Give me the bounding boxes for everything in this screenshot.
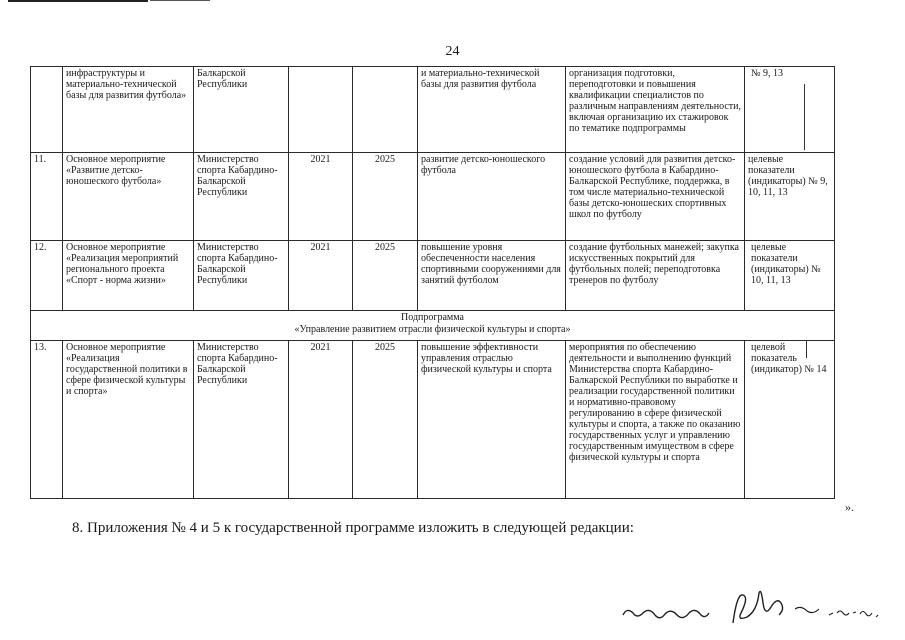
row-number: 11. <box>31 153 63 241</box>
table-row <box>31 241 835 311</box>
indicators: № 9, 13 <box>745 67 835 153</box>
table-row <box>31 153 835 241</box>
scan-mark <box>806 340 807 358</box>
indicators: целевой показатель (индикатор) № 14 <box>745 341 835 499</box>
scan-edge-line <box>150 0 210 1</box>
year-end <box>353 67 418 153</box>
year-start <box>289 67 353 153</box>
subprogram-title: «Управление развитием отрасли физической культуры и спорта» <box>294 324 571 335</box>
activity-name: Основное мероприятие «Развитие детско-юношеского футбола» <box>63 153 194 241</box>
year-end: 2025 <box>353 241 418 311</box>
activity-description: мероприятия по обеспечению деятельности и выполнению функций Министерства спорта Кабардино-Балкарской Республики по выработке и реализации государственной политики и нормативно-правовому регулированию в сфере физической культуры и спорта, а также по оказанию государственных услуг и управлению государственным имуществом в сфере физической культуры и спорта <box>566 341 745 499</box>
program-activities-table <box>30 66 835 499</box>
executor: Министерство спорта Кабардино-Балкарской Республики <box>194 341 289 499</box>
activity-name: инфраструктуры и материально-технической базы для развития футбола» <box>63 67 194 153</box>
scan-mark <box>804 84 805 150</box>
expected-result: и материально-технической базы для развития футбола <box>418 67 566 153</box>
expected-result: повышение уровня обеспеченности населения спортивными сооружениями для занятий футболом <box>418 241 566 311</box>
year-start: 2021 <box>289 341 353 499</box>
indicators: целевые показатели (индикаторы) № 9, 10, 11, 13 <box>745 153 835 241</box>
row-number: 13. <box>31 341 63 499</box>
subprogram-row <box>31 311 835 341</box>
closing-quote: ». <box>845 500 854 514</box>
year-end: 2025 <box>353 341 418 499</box>
indicators: целевые показатели (индикаторы) № 10, 11, 13 <box>745 241 835 311</box>
activity-description: создание футбольных манежей; закупка искусственных покрытий для футбольных полей; переподготовка тренеров по футболу <box>566 241 745 311</box>
scan-edge-line <box>8 0 148 2</box>
handwritten-signature <box>615 585 905 635</box>
year-start: 2021 <box>289 241 353 311</box>
executor: Балкарской Республики <box>194 67 289 153</box>
table-row <box>31 67 835 153</box>
subprogram-label: Подпрограмма <box>401 312 464 323</box>
activity-name: Основное мероприятие «Реализация мероприятий регионального проекта «Спорт - норма жизни» <box>63 241 194 311</box>
activity-name: Основное мероприятие «Реализация государственной политики в сфере физической культуры и спорта» <box>63 341 194 499</box>
year-start: 2021 <box>289 153 353 241</box>
expected-result: повышение эффективности управления отраслью физической культуры и спорта <box>418 341 566 499</box>
year-end: 2025 <box>353 153 418 241</box>
row-number <box>31 67 63 153</box>
executor: Министерство спорта Кабардино-Балкарской Республики <box>194 153 289 241</box>
executor: Министерство спорта Кабардино-Балкарской Республики <box>194 241 289 311</box>
page-number: 24 <box>445 44 460 59</box>
activity-description: организация подготовки, переподготовки и повышения квалификации специалистов по различным направлениям деятельности, включая организацию их стажировок по тематике подпрограммы <box>566 67 745 153</box>
activity-description: создание условий для развития детско-юношеского футбола в Кабардино-Балкарской Республике, поддержка, в том числе материально-технической базы детско-юношеских спортивных школ по футболу <box>566 153 745 241</box>
table-row <box>31 341 835 499</box>
row-number: 12. <box>31 241 63 311</box>
expected-result: развитие детско-юношеского футбола <box>418 153 566 241</box>
amendment-paragraph: 8. Приложения № 4 и 5 к государственной программе изложить в следующей редакции: <box>72 520 634 536</box>
